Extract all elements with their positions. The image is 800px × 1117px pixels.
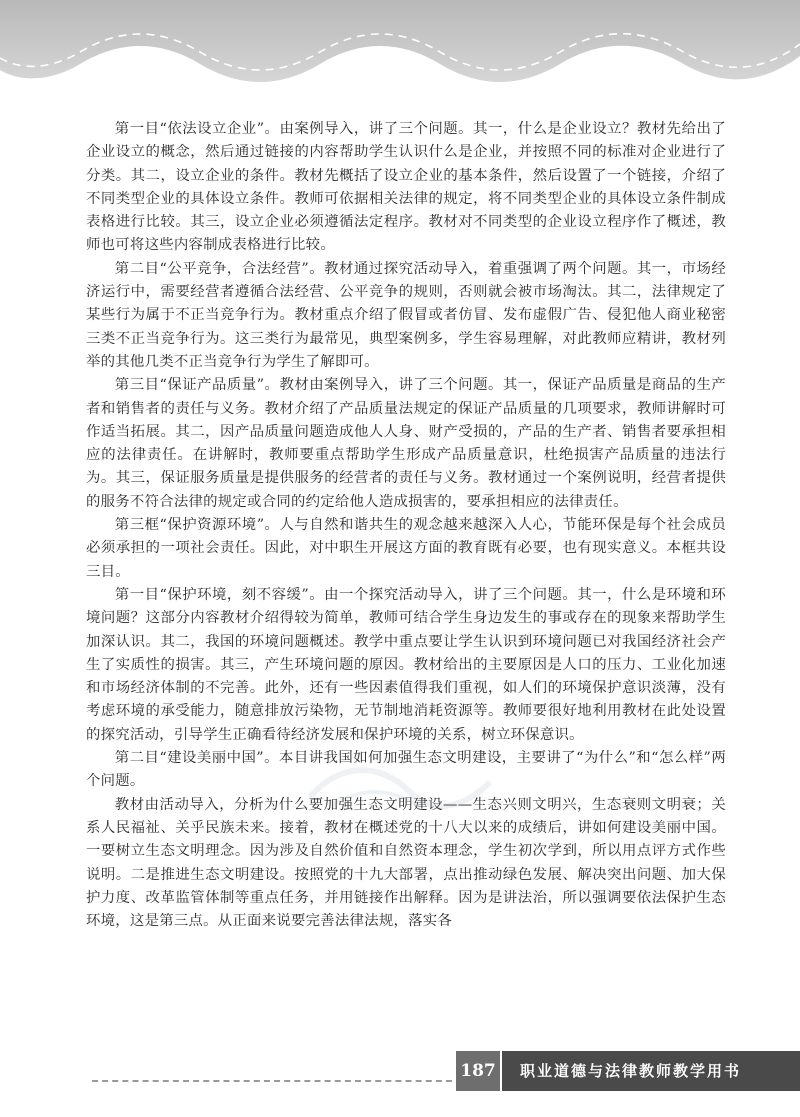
paragraph-2: 第二目“公平竞争，合法经营”。教材通过探究活动导入，着重强调了两个问题。其一，市场经济运行中，需要经营者遵循合法经营、公平竞争的规则，否则就会被市场淘汰。其二，法律规定了某些行为属于不正当竞争行为。教材重点介绍了假冒或者仿冒、发布虚假广告、侵犯他人商业秘密三类不正当竞争行为。这三类行为最常见，典型案例多，学生容易理解，对此教师应精讲，教材列举的其他几类不正当竞争行为学生了解即可。 xyxy=(86,260,726,370)
header-wave-band xyxy=(0,0,800,100)
header-wave-shape xyxy=(0,0,800,82)
book-title: 职业道德与法律教师教学用书 xyxy=(502,1051,800,1091)
paragraph-4: 第三框“保护资源环境”。人与自然和谐共生的观念越来越深入人心，节能环保是每个社会成员必须承担的一项社会责任。因此，对中职生开展这方面的教育既有必要，也有现实意义。本框共设三目。 xyxy=(86,517,726,580)
paragraph-6: 第二目“建设美丽中国”。本目讲我国如何加强生态文明建设，主要讲了“为什么”和“怎么样”两个问题。 xyxy=(86,750,726,790)
paragraph-3: 第三目“保证产品质量”。教材由案例导入，讲了三个问题。其一，保证产品质量是商品的生产者和销售者的责任与义务。教材介绍了产品质量法规定的保证产品质量的几项要求，教师讲解时可作适当拓展。其二，因产品质量问题造成他人人身、财产受损的，产品的生产者、销售者要承担相应的法律责任。在讲解时，教师要重点帮助学生形成产品质量意识，杜绝损害产品质量的违法行为。其三，保证服务质量是提供服务的经营者的责任与义务。教材通过一个案例说明，经营者提供的服务不符合法律的规定或合同的约定给他人造成损害的，要承担相应的法律责任。 xyxy=(86,377,726,510)
paragraph-5: 第一目“保护环境，刻不容缓”。由一个探究活动导入，讲了三个问题。其一，什么是环境和环境问题？这部分内容教材介绍得较为简单，教师可结合学生身边发生的事或存在的现象来帮助学生加深认识。其二，我国的环境问题概述。教学中重点要让学生认识到环境问题已对我国经济社会产生了实质性的损害。其三，产生环境问题的原因。教材给出的主要原因是人口的压力、工业化加速和市场经济体制的不完善。此外，还有一些因素值得我们重视，如人们的环境保护意识淡薄，没有考虑环境的承受能力，随意排放污染物，无节制地消耗资源等。教师要很好地利用教材在此处设置的探究活动，引导学生正确看待经济发展和保护环境的关系，树立环保意识。 xyxy=(86,586,726,743)
paragraph-7: 教材由活动导入，分析为什么要加强生态文明建设——生态兴则文明兴，生态衰则文明衰；关系人民福祉、关乎民族未来。接着，教材在概述党的十八大以来的成绩后，讲如何建设美丽中国。一要树立生态文明理念。因为涉及自然价值和自然资本理念，学生初次学到，所以用点评方式作些说明。二是推进生态文明建设。按照党的十九大部署，点出推动绿色发展、解决突出问题、加大保护力度、改革监管体制等重点任务，并用链接作出解释。因为是讲法治，所以强调要依法保护生态环境，这是第三点。从正面来说要完善法律法规，落实各 xyxy=(86,796,726,930)
footer-dashed-line xyxy=(92,1080,452,1082)
watermark-logo xyxy=(300,752,500,822)
page-number: 187 xyxy=(456,1051,500,1091)
page-footer xyxy=(0,1040,800,1117)
paragraph-1: 第一目“依法设立企业”。由案例导入，讲了三个问题。其一，什么是企业设立？教材先给出了企业设立的概念，然后通过链接的内容帮助学生认识什么是企业，并按照不同的标准对企业进行了分类。其二，设立企业的条件。教材先概括了设立企业的基本条件，然后设置了一个链接，介绍了不同类型企业的具体设立条件。教师可依据相关法律的规定，将不同类型企业的具体设立条件制成表格进行比较。其三，设立企业必须遵循法定程序。教材对不同类型的企业设立程序作了概述，教师也可将这些内容制成表格进行比较。 xyxy=(86,121,726,254)
